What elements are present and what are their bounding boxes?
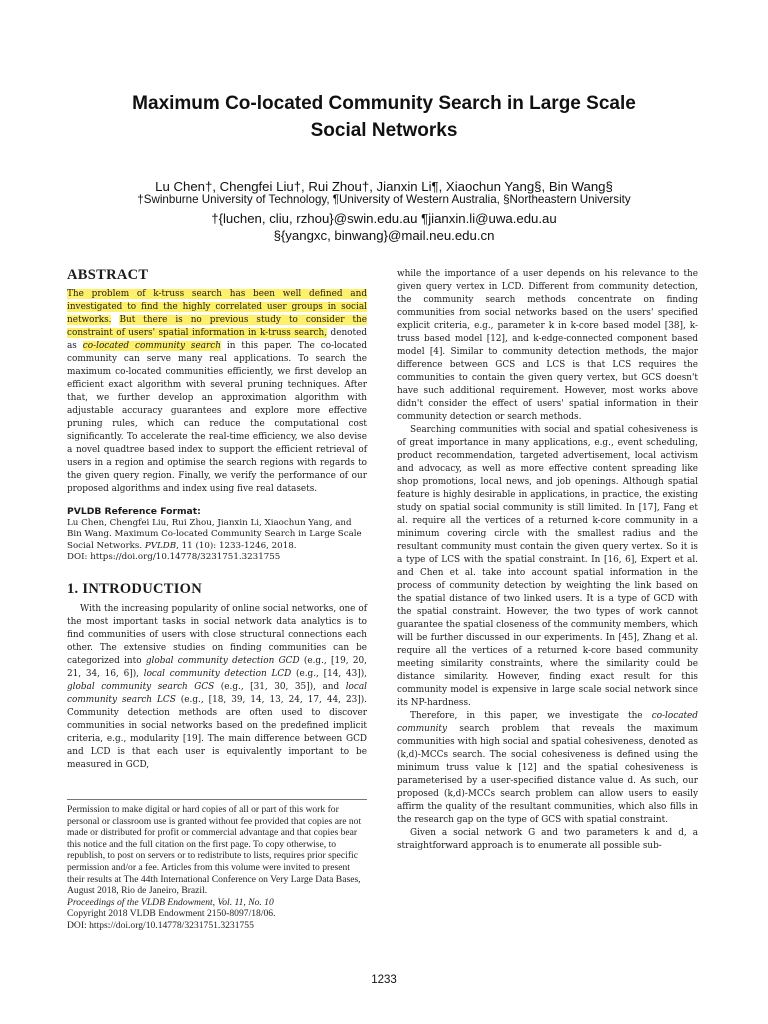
intro-term-gcd: global community detection GCD xyxy=(145,655,300,666)
intro-text-e: (e.g., [18, 39, 14, 13, 24, 17, 44, 23]). Community detection methods are often used to discover communities in social networks based on the predefined implicit criteria, e.g., modularity [19]. The main difference between GCD and LCD is that each user is equivalently important to be measured in GCD, xyxy=(67,694,367,770)
footnote-divider xyxy=(67,799,367,800)
right-p3-text-b: search problem that reveals the maximum communities with high social and spatial cohesiveness, denoted as (k,d)-MCCs search. The social cohesiveness is defined using the minimum truss value k [12] and the spatial cohesiveness is parameterised by a user-specified distance value d. As such, our proposed (k,d)-MCCs search problem can allow users to easily affirm the quality of the resultant communities, which also fills in the research gap on the type of GCS with spatial constraint. xyxy=(397,724,698,825)
right-paragraph-1: while the importance of a user depends on his relevance to the given query vertex in LCD. Different from community detection, the community search methods concentrate on finding communities from social networks based on the users' specified explicit criteria, e.g., parameter k in k-core based model [38], k-truss based model [12], and k-edge-connected component based model [4]. Similar to community detection methods, the major difference between GCS and LCS is that LCS requires the communities to contain the given query vertex, but GCS doesn't have such additional requirement. However, most works above didn't consider the effect of users' spatial information in their community detection or search methods. xyxy=(397,269,698,422)
email-line-2: §{yangxc, binwang}@mail.neu.edu.cn xyxy=(273,228,495,243)
left-column xyxy=(67,266,367,772)
highlight-3: co-located community search xyxy=(82,341,221,351)
right-paragraph-3 xyxy=(397,710,698,827)
proceedings-line: Proceedings of the VLDB Endowment, Vol. 11, No. 10 xyxy=(67,896,274,908)
permission-doi: DOI: https://doi.org/10.14778/3231751.3231755 xyxy=(67,919,254,931)
reference-citation: Lu Chen, Chengfei Liu, Rui Zhou, Jianxin Li, Xiaochun Yang, and Bin Wang. Maximum Co-located Community Search in Large Scale Social Networks. xyxy=(67,518,362,551)
reference-volume: , 11 (10): 1233-1246, 2018. xyxy=(176,540,297,551)
paper-title-line2: Social Networks xyxy=(310,120,458,141)
abstract-pre3: denoted as xyxy=(67,328,368,351)
permission-notice xyxy=(67,804,367,932)
reference-venue: PVLDB xyxy=(144,540,177,551)
introduction-paragraph-1 xyxy=(67,603,367,772)
permission-text: Permission to make digital or hard copies of all or part of this work for personal or classroom use is granted without fee provided that copies are not made or distributed for profit or commercial advantage and that copies bear this notice and the full citation on the first page. To copy otherwise, to republish, to post on servers or to redistribute to lists, requires prior specific permission and/or a fee. Articles from this volume were invited to present their results at The 44th International Conference on Very Large Data Bases, August 2018, Rio de Janeiro, Brazil. xyxy=(67,804,362,897)
intro-term-lcd: local community detection LCD xyxy=(143,668,292,679)
reference-doi: DOI: https://doi.org/10.14778/3231751.3231755 xyxy=(67,552,281,563)
intro-text-d: (e.g., [31, 30, 35]), and xyxy=(214,681,346,692)
paper-title xyxy=(0,90,768,144)
reference-format xyxy=(67,505,367,564)
reference-format-text xyxy=(67,518,367,564)
highlight-2: But there is no previous study to consider the constraint of users' spatial information in k-truss search, xyxy=(67,315,367,338)
intro-text-b: (e.g., [19, 20, 21, 34, 16, 6]), xyxy=(67,655,367,679)
introduction-heading: 1. INTRODUCTION xyxy=(67,580,203,597)
right-paragraph-2: Searching communities with social and spatial cohesiveness is of great importance in many applications, e.g., event scheduling, product recommendation, targeted advertisement, local activism and advocacy, as well as more effective content spreading like shop promotions, local news, and job openings. Although spatial feature is highly desirable in applications, in practice, the existing study on spatial social community is still limited. In [17], Fang et al. require all the vertices of a returned k-core community in a minimum covering circle with the smallest radius and the resultant community must contain the given query vertex. So it is a type of LCS with the spatial constraint. In [16, 6], Expert et al. and Chen et al. take into account spatial information in the process of community detection by weighting the link based on the spatial distance of two linked users. It is a type of GCD with the spatial constraint. However, the two types of work cannot guarantee the spatial closeness of the community members, which will be further discussed in our experiments. In [45], Zhang et al. require all the vertices of a returned k-core based community meeting similarity constraints, where the similarity could be distance similarity. However, finding exact result for this community model is expensive in large scale social network since its NP-hardness. xyxy=(397,425,698,708)
intro-term-gcs: global community search GCS xyxy=(67,681,215,692)
abstract-heading: ABSTRACT xyxy=(67,267,149,283)
right-paragraph-4: Given a social network G and two parameters k and d, a straightforward approach is to enumerate all possible sub- xyxy=(397,828,698,851)
email-line-1: †{luchen, cliu, rzhou}@swin.edu.au ¶jianxin.li@uwa.edu.au xyxy=(211,211,557,226)
affiliations: †Swinburne University of Technology, ¶University of Western Australia, §Northeastern University xyxy=(137,193,631,206)
copyright-line: Copyright 2018 VLDB Endowment 2150-8097/18/06. xyxy=(67,908,276,920)
author-list: Lu Chen†, Chengfei Liu†, Rui Zhou†, Jianxin Li¶, Xiaochun Yang§, Bin Wang§ xyxy=(155,179,613,194)
abstract-rest: in this paper. The co-located community can serve many real applications. To search the maximum co-located communities efficiently, we first develop an efficient exact algorithm with several pruning techniques. After that, we further develop an approximation algorithm with adjustable accuracy guarantees and explore more effective pruning rules, which can reduce the computational cost significantly. To accelerate the real-time efficiency, we also devise a novel quadtree based index to support the efficient retrieval of users in a region and optimise the search regions with regards to the given query region. Finally, we verify the performance of our proposed algorithms and index using five real datasets. xyxy=(67,341,368,494)
page-number: 1233 xyxy=(371,974,397,986)
reference-format-heading: PVLDB Reference Format: xyxy=(67,506,201,517)
right-p3-term: co-located community xyxy=(397,711,698,734)
highlight-1: The problem of k-truss search has been well defined and investigated to find the highly correlated user groups in social networks. xyxy=(67,289,367,325)
intro-term-lcs: local community search LCS xyxy=(67,681,367,705)
right-p3-text-a: Therefore, in this paper, we investigate the xyxy=(410,711,652,721)
abstract-body xyxy=(67,288,367,496)
paper-title-line1: Maximum Co-located Community Search in Large Scale xyxy=(132,93,636,114)
intro-text-a: With the increasing popularity of online social networks, one of the most important tasks in social network data analytics is to find communities of users with close structural connections each other. The extensive studies on finding communities can be categorized into xyxy=(67,603,367,666)
intro-text-c: (e.g., [14, 43]), xyxy=(291,668,367,679)
right-column xyxy=(397,268,698,853)
